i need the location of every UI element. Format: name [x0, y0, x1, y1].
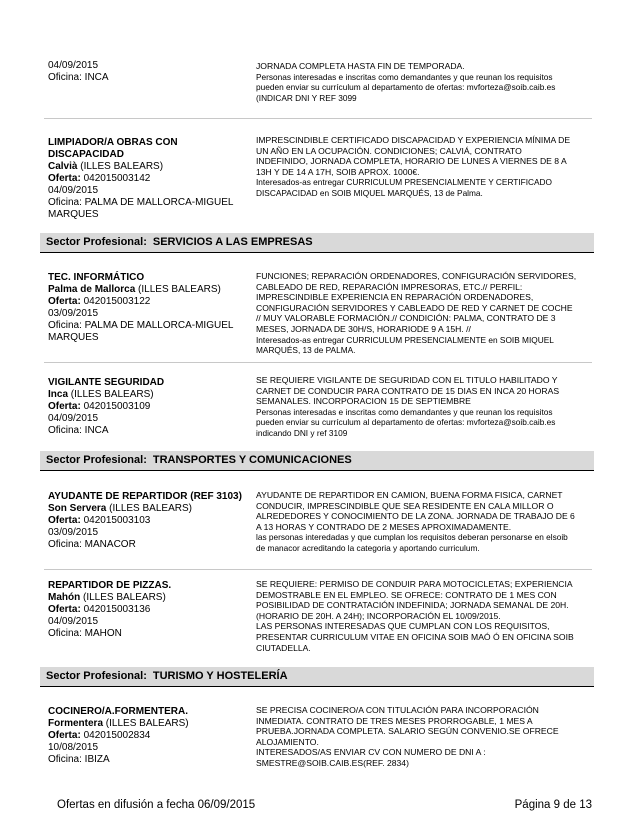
description-line: indicando DNI y ref 3109 [256, 427, 348, 438]
description-line: SE REQUIERE VIGILANTE DE SEGURIDAD CON EL TITULO HABILITADO Y [256, 375, 558, 385]
description-line: INTERESADOS/AS ENVIAR CV CON NUMERO DE DNI A : [256, 747, 486, 758]
description-line: Interesados-as entregar CURRICULUM PRESENCIALMENTE en SOIB MIQUEL [256, 334, 554, 345]
offer-3-meta [48, 377, 248, 437]
description-line: UN AÑO EN LA OCUPACIÓN. CONDICIONES; CALVIÁ, CONTRATO [256, 145, 522, 156]
description-line: CIUTADELLA. [256, 642, 311, 653]
sector-header [40, 667, 594, 687]
offer-number-label: Oferta: [48, 515, 81, 526]
offer-1-description [256, 135, 596, 199]
offer-office: Oficina: MAHON [48, 628, 122, 639]
description-line: las personas interedadas y que cumplan los requisitos deberan personarse en elsoib [256, 532, 568, 543]
sector-label: Sector Profesional: [46, 670, 147, 682]
offer-4-meta [48, 491, 248, 551]
offer-location: Palma de Mallorca [48, 284, 136, 295]
description-line: A 13 HORAS Y CONTRADO DE 2 MESES APROXIMADAMENTE. [256, 521, 512, 532]
description-line: ALREDEDORES Y CONOCIMIENTO DE LA ZONA. JORNADA DE TRABAJO DE 6 [256, 511, 575, 522]
offer-office: Oficina: PALMA DE MALLORCA-MIGUEL MARQUES [48, 320, 234, 343]
description-line: INDEFINIDO, JORNADA COMPLETA, HORARIO DE LUNES A VIERNES DE 8 A [256, 156, 567, 167]
offer-3-description [256, 375, 596, 439]
offer-number: 042015002834 [80, 730, 151, 741]
offer-date: 10/08/2015 [48, 742, 99, 753]
sector-label: Sector Profesional: [46, 454, 147, 466]
sector-header [40, 233, 594, 253]
offer-number: 042015003109 [80, 401, 151, 412]
offer-6-description [256, 705, 596, 769]
description-line: SEMANALES. INCORPORACION 15 DE SEPTIEMBRE [256, 396, 471, 407]
offer-title: LIMPIADOR/A OBRAS CON DISCAPACIDAD [48, 137, 178, 160]
description-line: CONFIGURACIÓN SERVIDORES Y CABLEADO DE RED Y CARNET DE COCHE [256, 302, 573, 313]
description-line: AYUDANTE DE REPARTIDOR EN CAMION, BUENA FORMA FISICA, CARNET [256, 490, 563, 500]
description-line: DEMOSTRABLE EN EL EMPLEO. SE OFRECE: CONTRATO DE 1 MES CON [256, 589, 557, 600]
offer-region: (ILLES BALEARS) [106, 503, 192, 514]
sector-name: TURISMO Y HOSTELERÍA [152, 670, 288, 682]
offer-date: 04/09/2015 [48, 616, 99, 627]
offer-location: Formentera [48, 718, 104, 729]
offer-office: Oficina: MANACOR [48, 539, 136, 550]
description-line: IMPRESCINDIBLE EXPERIENCIA EN REPARACIÓN ORDENADORES, [256, 292, 534, 303]
description-line: SE REQUIERE: PERMISO DE CONDUIR PARA MOTOCICLETAS; EXPERIENCIA [256, 579, 573, 589]
offer-office: Oficina: INCA [48, 425, 109, 436]
offer-2-meta [48, 272, 248, 344]
description-line: MARQUÉS, 13 de PALMA. [256, 345, 356, 356]
description-line: INMEDIATA. CONTRATO DE TRES MESES PRORROGABLE, 1 MES A [256, 715, 533, 726]
sector-header [40, 451, 594, 471]
offer-region: (ILLES BALEARS) [103, 718, 189, 729]
offer-location: Mahón [48, 592, 81, 603]
offer-region: (ILLES BALEARS) [68, 389, 154, 400]
description-line: POSIBILIDAD DE CONTRATACIÓN INDEFINIDA; JORNADA SEMANAL DE 20H. [256, 600, 569, 611]
description-line: (HORARIO DE 20H. A 24H); INCORPORACIÓN EL 10/09/2015. [256, 610, 501, 621]
offer-date: 04/09/2015 [48, 60, 99, 71]
offer-0-description [256, 61, 596, 103]
sector-name: TRANSPORTES Y COMUNICACIONES [152, 454, 352, 466]
offer-number: 042015003122 [80, 296, 151, 307]
description-line: MESES, JORNADA DE 30H/S, HORARIODE 9 A 15H. // [256, 323, 471, 334]
description-line: LAS PERSONAS INTERESADAS QUE CUMPLAN CON LOS REQUISITOS, [256, 621, 550, 632]
footer-date: Ofertas en difusión a fecha 06/09/2015 [57, 799, 256, 811]
offer-number-label: Oferta: [48, 730, 81, 741]
description-line: IMPRESCINDIBLE CERTIFICADO DISCAPACIDAD Y EXPERIENCIA MÍNIMA DE [256, 135, 571, 145]
offer-title: AYUDANTE DE REPARTIDOR (REF 3103) [48, 491, 242, 502]
description-line: de manacor acreditando la categoria y aportando curriculum. [256, 542, 480, 553]
description-line: FUNCIONES; REPARACIÓN ORDENADORES, CONFIGURACIÓN SERVIDORES, [256, 271, 577, 281]
offer-1-meta [48, 137, 248, 221]
offer-title: REPARTIDOR DE PIZZAS. [48, 580, 172, 591]
offer-6-meta [48, 706, 248, 766]
offer-title: COCINERO/A.FORMENTERA. [48, 706, 188, 717]
offer-date: 03/09/2015 [48, 527, 99, 538]
description-line: DISCAPACIDAD en SOIB MIQUEL MARQUÉS, 13 de Palma. [256, 187, 483, 198]
description-line: CABLEADO DE RED, REPARACIÓN IMPRESORAS, ETC.// PERFIL: [256, 281, 523, 292]
offer-date: 04/09/2015 [48, 185, 99, 196]
offer-number-label: Oferta: [48, 604, 81, 615]
offer-number: 042015003142 [80, 173, 151, 184]
description-line: SMESTRE@SOIB.CAIB.ES(REF. 2834) [256, 757, 409, 768]
offer-4-description [256, 490, 596, 554]
description-line: PRUEBA.JORNADA COMPLETA. SALARIO SEGÚN CONVENIO.SE OFRECE [256, 726, 559, 737]
offer-separator [44, 569, 592, 570]
offer-office: Oficina: IBIZA [48, 754, 110, 765]
description-line: JORNADA COMPLETA HASTA FIN DE TEMPORADA. [256, 61, 465, 71]
offer-2-description [256, 271, 596, 356]
description-line: CONDUCIR, IMPRESCINDIBLE QUE SEA RESIDENTE EN CALA MILLOR O [256, 500, 554, 511]
description-line: // MUY VALORABLE FORMACIÓN.// CONDICIÓN: PALMA, CONTRATO DE 3 [256, 313, 556, 324]
footer-page-number: Página 9 de 13 [514, 799, 592, 811]
description-line: pueden enviar su currículum al departamento de ofertas: mvforteza@soib.caib.es [256, 417, 556, 428]
offer-office: Oficina: INCA [48, 72, 109, 83]
description-line: pueden enviar su currículum al departamento de ofertas: mvforteza@soib.caib.es [256, 82, 556, 93]
description-line: SE PRECISA COCINERO/A CON TITULACIÓN PARA INCORPORACIÓN [256, 705, 539, 715]
offer-number: 042015003103 [80, 515, 151, 526]
offer-separator [44, 118, 592, 119]
description-line: (INDICAR DNI Y REF 3099 [256, 92, 357, 103]
offer-5-meta [48, 580, 248, 640]
offer-separator [44, 362, 592, 363]
offer-location: Calvià [48, 161, 78, 172]
offer-number-label: Oferta: [48, 173, 81, 184]
offer-region: (ILLES BALEARS) [80, 592, 166, 603]
offer-number-label: Oferta: [48, 401, 81, 412]
description-line: ALOJAMIENTO. [256, 736, 319, 747]
offer-date: 04/09/2015 [48, 413, 99, 424]
description-line: Interesados-as entregar CURRICULUM PRESENCIALMENTE Y CERTIFICADO [256, 177, 553, 188]
description-line: CARNET DE CONDUCIR PARA CONTRATO DE 15 DIAS EN INCA 20 HORAS [256, 385, 560, 396]
offer-location: Son Servera [48, 503, 107, 514]
offer-location: Inca [48, 389, 69, 400]
offer-0-meta [48, 60, 248, 84]
sector-name: SERVICIOS A LAS EMPRESAS [152, 236, 313, 248]
offer-date: 03/09/2015 [48, 308, 99, 319]
description-line: PRESENTAR CURRICULUM VITAE EN OFICINA SOIB MAÓ Ó EN OFICINA SOIB [256, 631, 574, 642]
description-line: Personas interesadas e inscritas como demandantes y que reunan los requisitos [256, 406, 553, 417]
sector-label: Sector Profesional: [46, 236, 147, 248]
offer-title: VIGILANTE SEGURIDAD [48, 377, 165, 388]
offer-region: (ILLES BALEARS) [135, 284, 221, 295]
offer-title: TEC. INFORMÁTICO [48, 272, 145, 283]
offer-region: (ILLES BALEARS) [77, 161, 164, 172]
offer-office: Oficina: PALMA DE MALLORCA-MIGUEL MARQUES [48, 197, 234, 220]
offer-5-description [256, 579, 596, 653]
offer-number-label: Oferta: [48, 296, 81, 307]
description-line: 13H Y DE 14 A 17H, SOIB APROX. 1000€. [256, 166, 420, 177]
offer-number: 042015003136 [80, 604, 151, 615]
description-line: Personas interesadas e inscritas como demandantes y que reunan los requisitos [256, 71, 553, 82]
